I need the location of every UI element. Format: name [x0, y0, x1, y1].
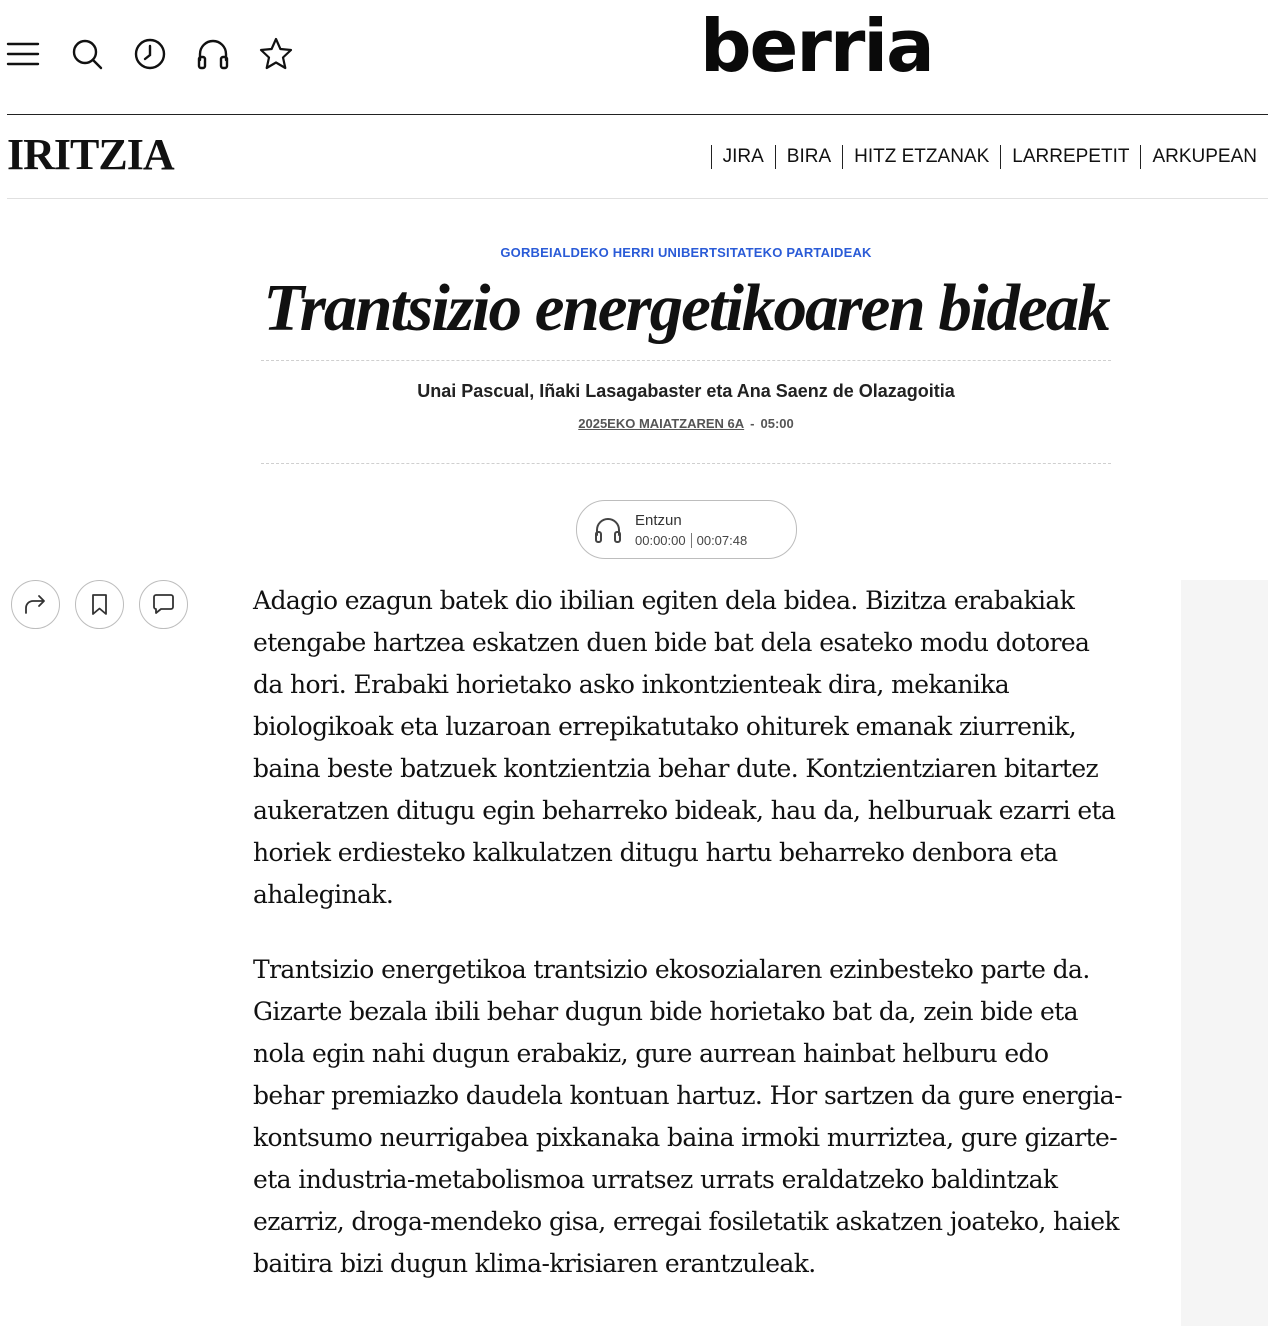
share-button[interactable]	[11, 580, 60, 629]
menu-icon[interactable]	[5, 36, 41, 72]
meta-dashed-divider	[261, 463, 1111, 464]
time-divider	[691, 533, 692, 548]
article-date[interactable]: 2025EKO MAIATZAREN 6A	[578, 416, 745, 431]
article-time: 05:00	[760, 416, 794, 431]
article-header	[261, 245, 1111, 464]
meta-separator: -	[750, 416, 755, 431]
headphones-icon[interactable]	[195, 36, 231, 72]
comment-icon	[151, 592, 176, 617]
header-divider	[7, 114, 1268, 115]
article-byline: Unai Pascual, Iñaki Lasagabaster eta Ana Saenz de Olazagoitia	[417, 381, 955, 401]
audio-duration: 00:07:48	[696, 533, 748, 548]
section-nav	[711, 145, 1257, 169]
nav-item-arkupean[interactable]: ARKUPEAN	[1140, 145, 1257, 169]
article-meta	[261, 416, 1111, 431]
headphones-icon	[593, 515, 623, 545]
bookmark-button[interactable]	[75, 580, 124, 629]
site-logo[interactable]: berria	[700, 4, 933, 88]
audio-time	[635, 533, 747, 548]
audio-current-time: 00:00:00	[635, 533, 686, 548]
article-paragraph: Trantsizio energetikoa trantsizio ekosozialaren ezinbesteko parte da. Gizarte bezala ibili behar dugun bide horietako bat da, zein bide eta nola egin nahi dugun erabakiz, gure aurrean hainbat helburu edo behar premiazko daudela kontuan hartuz. Hor sartzen da gure energia-kontsumo neurrigabea pixkanaka baina irmoki murriztea, gure gizarte- eta industria-metabolismoa urratsez urrats eraldatzeko baldintzak ezarriz, droga-mendeko gisa, erregai fosiletatik askatzen joateko, haiek baitira bizi dugun klima-krisiaren erantzuleak.	[253, 955, 1122, 1278]
star-icon[interactable]	[258, 36, 294, 72]
comment-button[interactable]	[139, 580, 188, 629]
nav-item-jira[interactable]: JIRA	[711, 145, 775, 169]
article-body	[253, 580, 1123, 1318]
article-kicker[interactable]: GORBEIALDEKO HERRI UNIBERTSITATEKO PARTAIDEAK	[500, 245, 872, 260]
article-paragraph: Adagio ezagun batek dio ibilian egiten dela bidea. Bizitza erabakiak etengabe hartzea eskatzen duen bide bat dela esateko modu dotorea da hori. Erabaki horietako asko inkontzienteak dira, mekanika biologikoak eta luzaroan errepikatutako ohiturek emanak ziurrenik, baina beste batzuek kontzientzia behar dute. Kontzientziaren bitartez aukeratzen ditugu egin beharreko bideak, hau da, helburuak ezarri eta horiek erdiesteko kalkulatzen ditugu hartu beharreko denbora eta ahaleginak.	[253, 586, 1116, 909]
header-dashed-divider	[261, 360, 1111, 361]
share-icon	[23, 592, 48, 617]
clock-icon[interactable]	[132, 36, 168, 72]
nav-item-bira[interactable]: BIRA	[775, 145, 842, 169]
section-divider	[7, 198, 1268, 199]
bookmark-icon	[87, 592, 112, 617]
listen-button[interactable]	[576, 500, 797, 559]
side-ad-panel	[1181, 580, 1268, 1326]
top-bar	[0, 0, 1268, 114]
nav-item-larrepetit[interactable]: LARREPETIT	[1000, 145, 1140, 169]
section-title[interactable]: IRITZIA	[7, 130, 174, 179]
article-headline: Trantsizio energetikoaren bideak	[263, 271, 1109, 345]
listen-label: Entzun	[635, 512, 682, 529]
search-icon[interactable]	[69, 36, 105, 72]
nav-item-hitz-etzanak[interactable]: HITZ ETZANAK	[842, 145, 1000, 169]
